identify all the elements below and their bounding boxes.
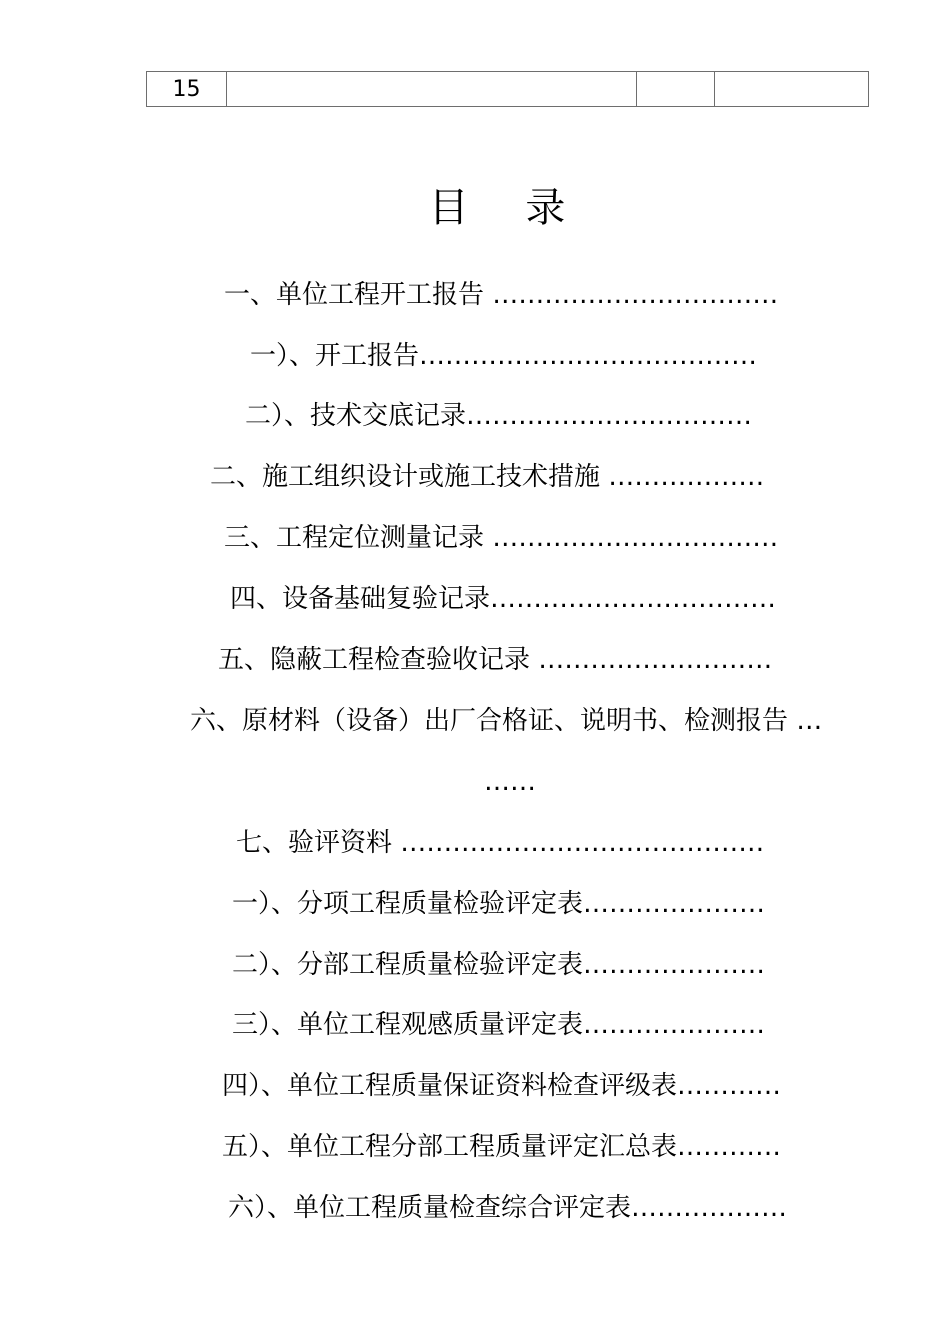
page-title: 目 录: [428, 185, 588, 231]
toc-entry-1: 一、单位工程开工报告 ……………………………: [224, 280, 779, 310]
toc-entry-2: 二、施工组织设计或施工技术措施 ………………: [210, 462, 765, 492]
toc-entry-7-3: 三）、单位工程观感质量评定表…………………: [232, 1010, 766, 1040]
toc-entry-7: 七、验评资料 ……………………………………: [236, 828, 765, 858]
table-cell: [715, 72, 869, 107]
continuation-table: [146, 71, 869, 107]
table-row: [147, 72, 869, 107]
toc-entry-7-6: 六）、单位工程质量检查综合评定表………………: [228, 1193, 788, 1223]
toc-entry-1-2: 二）、技术交底记录……………………………: [245, 401, 753, 431]
table-cell: [637, 72, 715, 107]
toc-entry-6-continuation: ……: [484, 767, 536, 797]
toc-entry-7-4: 四）、单位工程质量保证资料检查评级表…………: [222, 1071, 782, 1101]
toc-entry-7-2: 二）、分部工程质量检验评定表…………………: [232, 950, 766, 980]
toc-entry-1-1: 一）、开工报告…………………………………: [250, 341, 758, 371]
toc-entry-4: 四、设备基础复验记录……………………………: [230, 584, 777, 614]
toc-entry-7-5: 五）、单位工程分部工程质量评定汇总表…………: [222, 1132, 782, 1162]
row-number-cell: 15: [147, 72, 227, 107]
toc-entry-6: 六、原材料（设备）出厂合格证、说明书、检测报告 …: [190, 706, 823, 736]
toc-entry-3: 三、工程定位测量记录 ……………………………: [224, 523, 779, 553]
table-cell: [227, 72, 637, 107]
toc-entry-7-1: 一）、分项工程质量检验评定表…………………: [232, 889, 766, 919]
toc-entry-5: 五、隐蔽工程检查验收记录 ………………………: [218, 645, 773, 675]
